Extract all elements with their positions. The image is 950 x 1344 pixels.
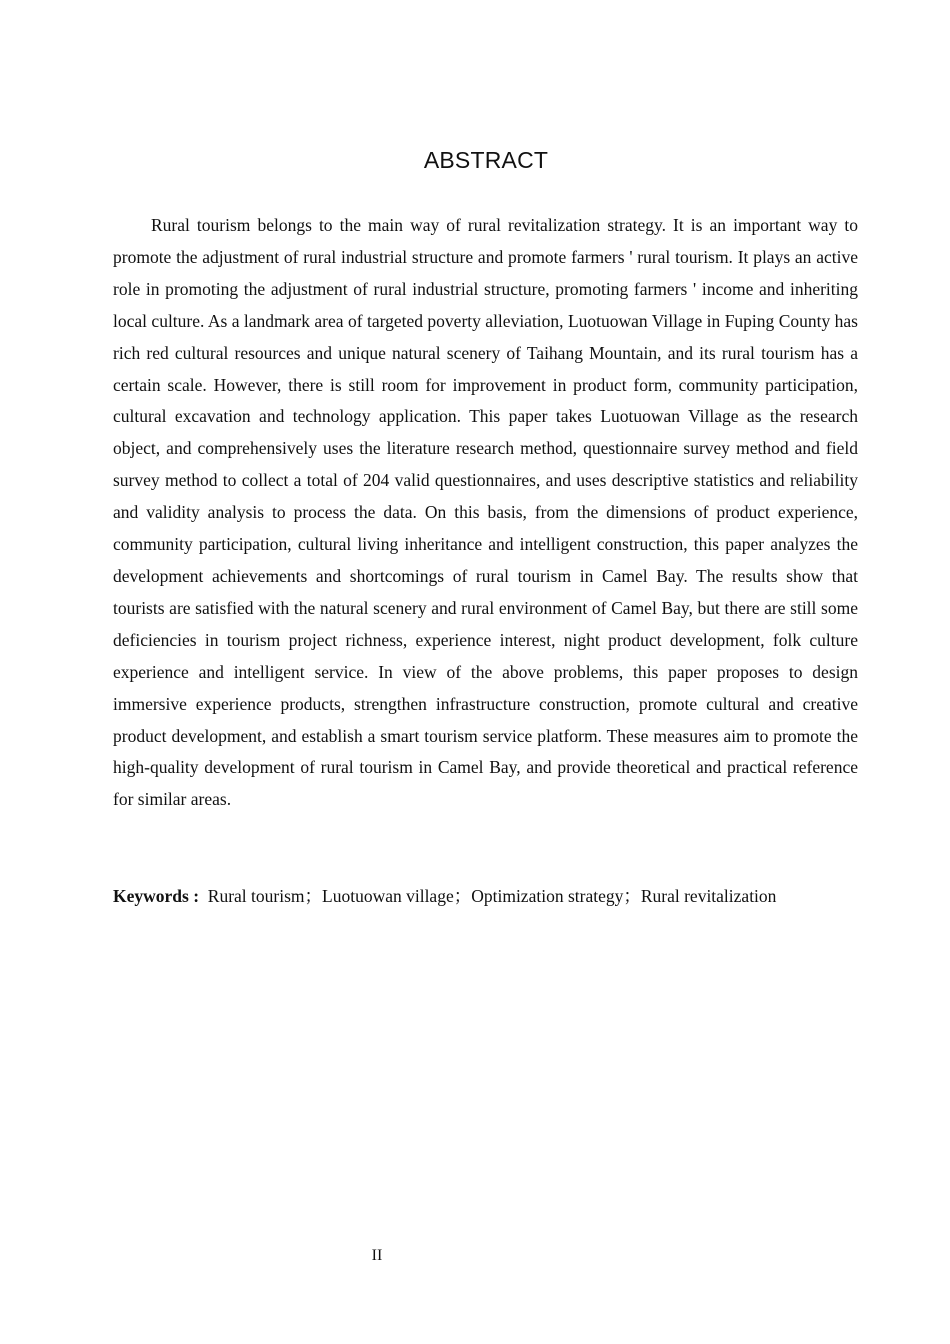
abstract-title: ABSTRACT [423, 147, 549, 173]
keywords-label: Keywords : [113, 886, 200, 906]
page-number: II [371, 1247, 383, 1264]
keyword-item: Rural revitalization [640, 886, 777, 906]
keywords-line [113, 881, 873, 912]
keyword-item: Optimization strategy； [471, 886, 641, 906]
abstract-body: Rural tourism belongs to the main way of rural revitalization strategy. It is an important way to promote the adjustment of rural industrial structure and promote farmers ' rural tourism. It plays an active role in promoting the adjustment of rural industrial structure, promoting farmers ' income and inheriting local culture. As a landmark area of targeted poverty alleviation, Luotuowan Village in Fuping County has rich red cultural resources and unique natural scenery of Taihang Mountain, and its rural tourism has a certain scale. However, there is still room for improvement in product form, community participation, cultural excavation and technology application. This paper takes Luotuowan Village as the research object, and comprehensively uses the literature research method, questionnaire survey method and field survey method to collect a total of 204 valid questionnaires, and uses descriptive statistics and reliability and validity analysis to process the data. On this basis, from the dimensions of product experience, community participation, cultural living inheritance and intelligent construction, this paper analyzes the development achievements and shortcomings of rural tourism in Camel Bay. The results show that tourists are satisfied with the natural scenery and rural environment of Camel Bay, but there are still some deficiencies in tourism project richness, experience interest, night product development, folk culture experience and intelligent service. In view of the above problems, this paper proposes to design immersive experience products, strengthen infrastructure construction, promote cultural and creative product development, and establish a smart tourism service platform. These measures aim to promote the high-quality development of rural tourism in Camel Bay, and provide theoretical and practical reference for similar areas. [113, 215, 858, 810]
keyword-item: Luotuowan village； [322, 886, 472, 906]
keyword-item: Rural tourism； [207, 886, 323, 906]
